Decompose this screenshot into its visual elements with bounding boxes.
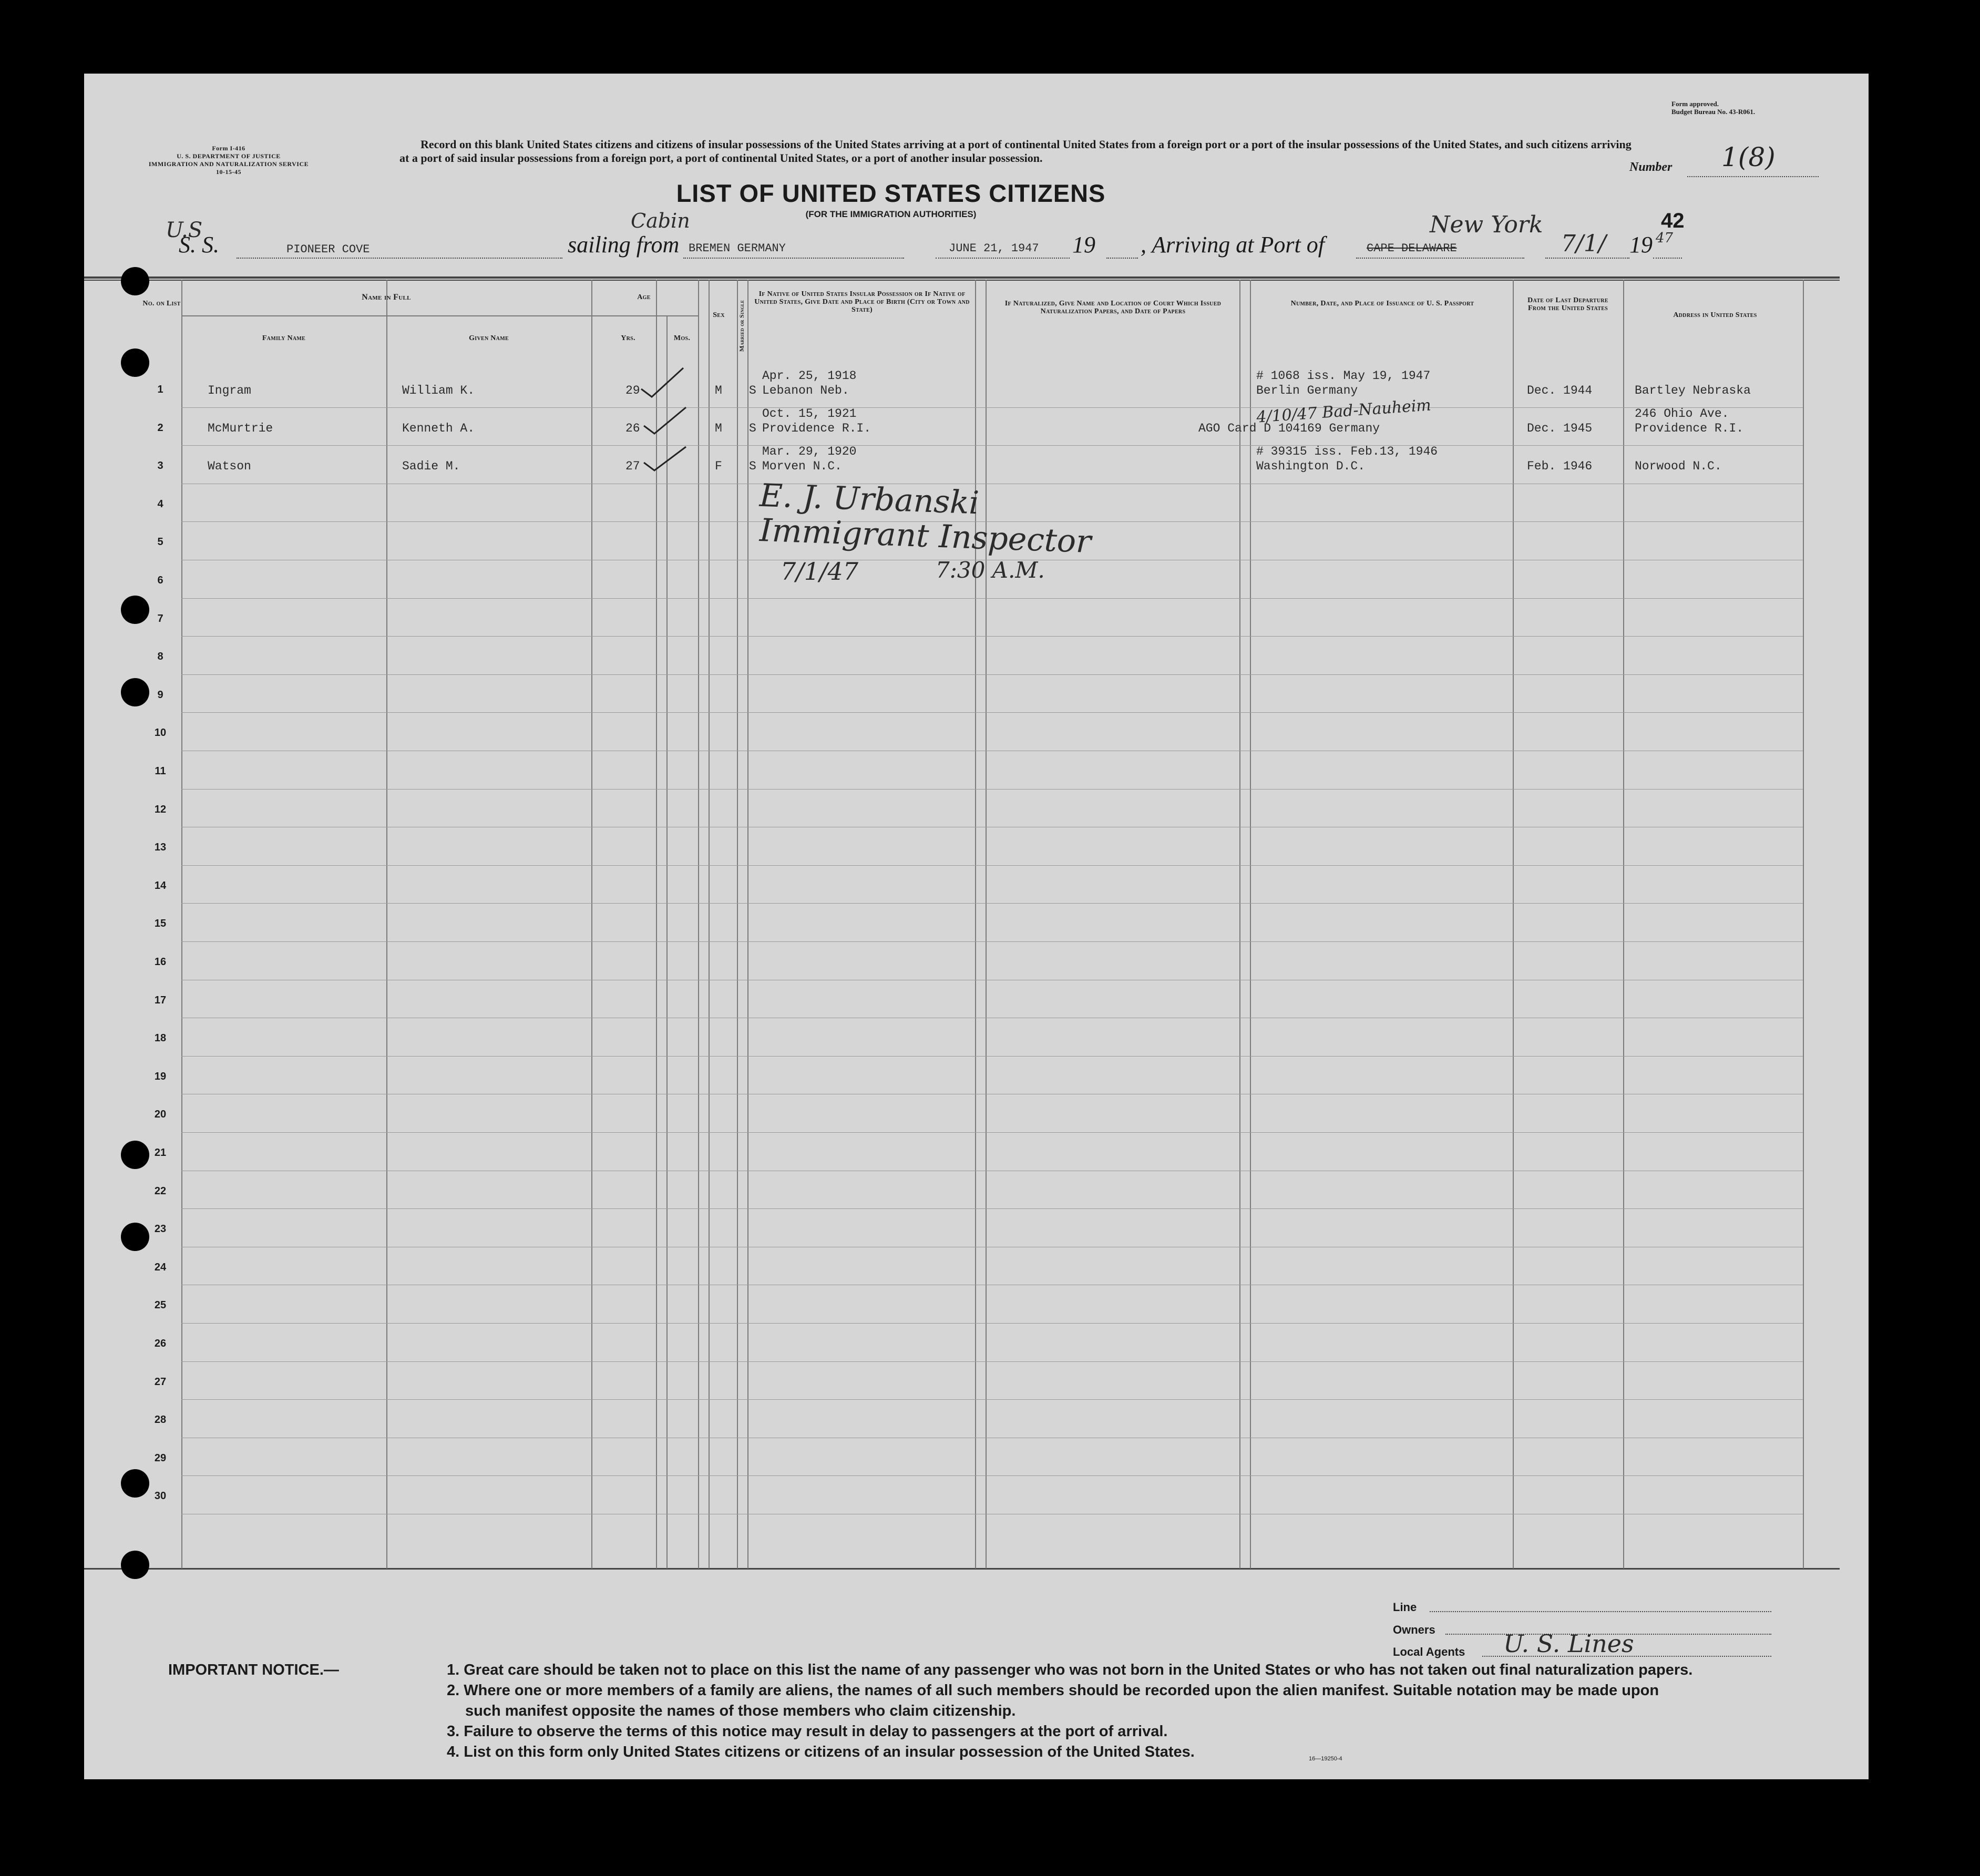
- inspection-date: 7/1/47: [781, 557, 859, 586]
- row-rule: [181, 1132, 1803, 1133]
- ss-handwritten: U.S: [166, 218, 203, 242]
- family-name: Ingram: [208, 384, 251, 397]
- row-number: 14: [154, 879, 167, 891]
- notice-item-2b: such manifest opposite the names of those members who claim citizenship.: [465, 1703, 1016, 1719]
- row-number: 26: [154, 1338, 167, 1349]
- row-number: 12: [154, 803, 167, 815]
- birth-place: Morven N.C.: [762, 459, 842, 473]
- approved-line2: Budget Bureau No. 43-R061.: [1671, 108, 1756, 116]
- birth-date: Mar. 29, 1920: [762, 445, 857, 458]
- page-number: 42: [1661, 209, 1685, 232]
- row-number: 7: [157, 612, 163, 624]
- col-line: [1623, 280, 1624, 1569]
- punch-hole: [121, 596, 149, 624]
- year-prefix: 19: [1072, 232, 1095, 258]
- notice-item-2a: 2. Where one or more members of a family are aliens, the names of all such members should be recorded upon the alien manifest. Suitable notation may be made upon: [447, 1682, 1659, 1699]
- col-line: [709, 280, 710, 1569]
- row-number: 13: [154, 842, 167, 854]
- arrival-date-underline: [1545, 258, 1629, 259]
- row-number: 2: [157, 422, 163, 434]
- passport-place: AGO Card D 104169 Germany: [1198, 422, 1380, 435]
- sail-date-underline: [936, 258, 1070, 259]
- sex: M: [715, 384, 722, 397]
- punch-hole: [121, 267, 149, 295]
- col-mos: Mos.: [673, 334, 691, 342]
- col-given: Given Name: [469, 334, 509, 342]
- sex: M: [715, 422, 722, 435]
- arrival-port-handwritten: New York: [1430, 211, 1543, 238]
- row-number: 4: [157, 498, 163, 510]
- marital-status: S: [749, 422, 756, 435]
- name-age-divider: [181, 315, 699, 316]
- col-no: No. on List: [142, 300, 181, 307]
- notice-item-4: 4. List on this form only United States citizens or citizens of an insular possession of the United States.: [447, 1744, 1195, 1760]
- address-line1: Bartley Nebraska: [1635, 384, 1751, 397]
- row-rule: [181, 941, 1803, 942]
- sailing-label: sailing from: [568, 232, 680, 258]
- arriving-label: , Arriving at Port of: [1141, 232, 1325, 258]
- row-rule: [181, 1475, 1803, 1476]
- vessel-underline: [237, 258, 562, 259]
- col-line: [747, 280, 748, 1569]
- birth-date: Oct. 15, 1921: [762, 407, 857, 421]
- row-rule: [181, 903, 1803, 904]
- table-top-rule-inner: [84, 280, 1840, 281]
- col-line: [591, 280, 592, 1569]
- age-years: 27: [625, 459, 640, 473]
- row-number: 3: [157, 460, 163, 472]
- row-number: 5: [157, 536, 163, 548]
- col-passport: Number, Date, and Place of Issuance of U. S. Passport: [1290, 300, 1474, 307]
- page-subtitle: (FOR THE IMMIGRATION AUTHORITIES): [805, 209, 977, 219]
- birth-date: Apr. 25, 1918: [762, 369, 857, 383]
- row-number: 19: [154, 1070, 167, 1082]
- row-number: 20: [154, 1109, 167, 1121]
- col-line: [1803, 280, 1804, 1569]
- col-naturalized: If Naturalized, Give Name and Location of Court Which Issued Naturalization Papers, and Date of Papers: [1004, 300, 1222, 315]
- address-line2: Providence R.I.: [1635, 422, 1744, 435]
- col-line: [737, 280, 738, 1569]
- row-rule: [181, 1323, 1803, 1324]
- row-number: 29: [154, 1452, 167, 1464]
- row-number: 10: [154, 727, 167, 739]
- punch-hole: [121, 1551, 149, 1579]
- row-number: 17: [154, 994, 167, 1006]
- age-years: 26: [625, 422, 640, 435]
- arrival-year: 47: [1656, 230, 1674, 246]
- marital-status: S: [749, 384, 756, 397]
- punch-hole: [121, 678, 149, 706]
- punch-hole: [121, 348, 149, 377]
- number-label: Number: [1629, 160, 1673, 174]
- owners-label: Owners: [1393, 1623, 1435, 1636]
- line-label: Line: [1393, 1601, 1417, 1614]
- given-name: Kenneth A.: [402, 422, 475, 435]
- col-address: Address in United States: [1673, 311, 1757, 319]
- agents-value: U. S. Lines: [1503, 1629, 1634, 1658]
- form-number: Form I-416: [212, 145, 245, 152]
- row-number: 15: [154, 918, 167, 930]
- last-departure: Feb. 1946: [1527, 459, 1593, 473]
- address-line1: 246 Ohio Ave.: [1635, 407, 1729, 421]
- inspection-time: 7:30 A.M.: [936, 557, 1045, 583]
- col-departure: Date of Last Departure From the United States: [1527, 296, 1608, 312]
- number-underline: [1687, 176, 1819, 177]
- passport-number: # 1068 iss. May 19, 1947: [1256, 369, 1431, 383]
- punch-hole: [121, 1469, 149, 1498]
- col-age: Age: [637, 293, 651, 301]
- row-number: 25: [154, 1299, 167, 1311]
- row-number: 1: [157, 384, 163, 395]
- family-name: Watson: [208, 459, 251, 473]
- address-line1: Norwood N.C.: [1635, 459, 1722, 473]
- row-rule: [181, 674, 1803, 675]
- col-line: [666, 315, 668, 1569]
- row-rule: [181, 1056, 1803, 1057]
- row-rule: [181, 1399, 1803, 1400]
- manifest-sheet: [84, 74, 1869, 1779]
- arrival-date: 7/1/: [1561, 230, 1606, 257]
- row-number: 8: [157, 651, 163, 663]
- year-underline: [1106, 258, 1138, 259]
- page-title: LIST OF UNITED STATES CITIZENS: [676, 179, 1106, 207]
- row-number: 28: [154, 1414, 167, 1426]
- row-rule: [181, 1208, 1803, 1209]
- row-number: 9: [157, 689, 163, 701]
- row-rule: [181, 445, 1803, 446]
- notice-lead: IMPORTANT NOTICE.—: [168, 1662, 339, 1678]
- row-rule: [181, 636, 1803, 637]
- punch-hole: [121, 1141, 149, 1169]
- class-handwritten: Cabin: [631, 209, 690, 232]
- row-number: 22: [154, 1185, 167, 1197]
- punch-hole: [121, 1223, 149, 1251]
- arrival-year-underline: [1653, 258, 1682, 259]
- inspector-name: E. J. Urbanski: [758, 477, 980, 522]
- col-line: [975, 280, 976, 1569]
- ss-label: S. S.: [179, 232, 219, 258]
- family-name: McMurtrie: [208, 422, 273, 435]
- notice-item-3: 3. Failure to observe the terms of this notice may result in delay to passengers at the port of arrival.: [447, 1723, 1168, 1740]
- service: IMMIGRATION AND NATURALIZATION SERVICE: [148, 160, 309, 168]
- given-name: Sadie M.: [402, 459, 460, 473]
- col-native: If Native of United States Insular Possession or If Native of United States, Give Date and Place of Birth (City or Town and State): [754, 290, 970, 314]
- col-sex: Sex: [713, 311, 725, 319]
- row-number: 11: [155, 765, 166, 777]
- row-number: 30: [154, 1490, 167, 1502]
- print-code: 16—19250-4: [1309, 1756, 1342, 1762]
- row-rule: [181, 789, 1803, 790]
- instructions-text: Record on this blank United States citizens and citizens of insular possessions of the United States arriving at a port of continental United States from a foreign port or a port of the insular possessions of the United States, and such citizens arriving at a port of said insular possessions from a foreign port, a port of continental United States, or a port of another insular possession.: [399, 138, 1632, 165]
- notice-item-1: 1. Great care should be taken not to place on this list the name of any passenger who was not born in the United States or who has not taken out final naturalization papers.: [447, 1662, 1693, 1678]
- row-number: 21: [154, 1147, 167, 1159]
- col-line: [1513, 280, 1514, 1569]
- col-line: [181, 280, 182, 1569]
- row-number: 27: [154, 1376, 167, 1388]
- arrival-port-underline: [1356, 258, 1524, 259]
- from-port: BREMEN GERMANY: [689, 242, 786, 255]
- col-yrs: Yrs.: [621, 334, 635, 342]
- last-departure: Dec. 1945: [1527, 422, 1593, 435]
- row-rule: [181, 598, 1803, 599]
- birth-place: Lebanon Neb.: [762, 384, 849, 397]
- last-departure: Dec. 1944: [1527, 384, 1593, 397]
- line-underline: [1430, 1611, 1771, 1612]
- col-married: Married or Single: [738, 300, 745, 352]
- row-number: 6: [157, 575, 163, 586]
- birth-place: Providence R.I.: [762, 422, 871, 435]
- row-rule: [181, 865, 1803, 866]
- agents-label: Local Agents: [1393, 1645, 1465, 1658]
- passport-issue-handwritten: 4/10/47 Bad-Nauheim: [1256, 396, 1432, 427]
- passport-place: Berlin Germany: [1256, 384, 1358, 397]
- given-name: William K.: [402, 384, 475, 397]
- check-marks: [633, 357, 702, 489]
- row-rule: [181, 712, 1803, 713]
- arrival-port-typed: CAPE DELAWARE: [1367, 242, 1457, 255]
- sex: F: [715, 459, 722, 473]
- form-identification: [134, 145, 323, 176]
- inspector-title: Immigrant Inspector: [758, 512, 1092, 560]
- row-number: 16: [154, 956, 167, 968]
- number-value: 1(8): [1721, 142, 1776, 172]
- col-name: Name in Full: [362, 293, 411, 302]
- row-number: 18: [154, 1032, 167, 1044]
- row-rule: [181, 407, 1803, 408]
- vessel-name: PIONEER COVE: [286, 243, 370, 256]
- approval-note: [1671, 100, 1829, 116]
- col-line: [1239, 280, 1240, 1569]
- col-line: [986, 280, 987, 1569]
- age-years: 29: [625, 384, 640, 397]
- passport-place: Washington D.C.: [1256, 459, 1366, 473]
- col-family: Family Name: [262, 334, 306, 342]
- department: U. S. DEPARTMENT OF JUSTICE: [177, 152, 281, 160]
- form-date: 10-15-45: [216, 168, 241, 176]
- marital-status: S: [749, 459, 756, 473]
- table-top-rule: [84, 276, 1840, 279]
- sail-date: JUNE 21, 1947: [949, 242, 1039, 255]
- from-port-underline: [683, 258, 904, 259]
- row-rule: [181, 1361, 1803, 1362]
- table-bottom-rule: [84, 1568, 1840, 1570]
- approved-line1: Form approved.: [1671, 100, 1719, 108]
- row-number: 23: [154, 1223, 167, 1235]
- col-line: [1250, 280, 1251, 1569]
- passport-number: # 39315 iss. Feb.13, 1946: [1256, 445, 1438, 458]
- arrival-year-prefix: 19: [1629, 232, 1653, 258]
- col-line: [386, 280, 387, 1569]
- row-number: 24: [154, 1261, 167, 1273]
